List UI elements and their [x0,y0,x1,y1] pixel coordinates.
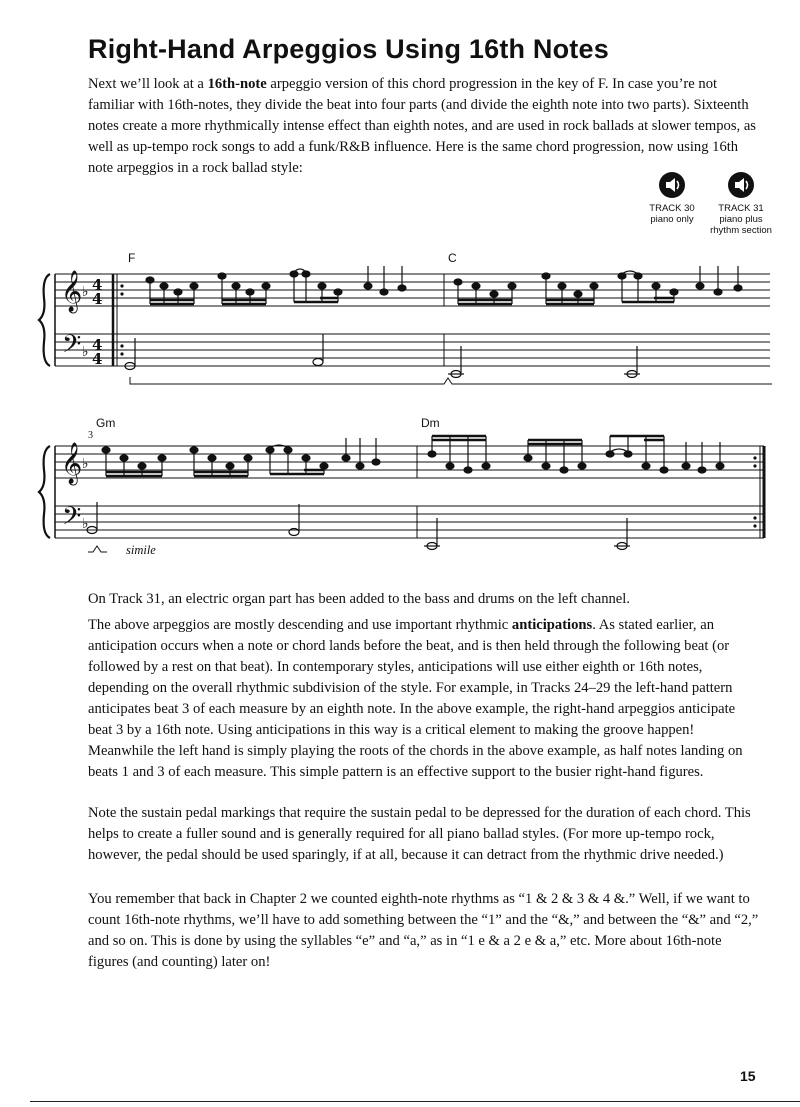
svg-text:♭: ♭ [82,456,89,472]
track-number: TRACK 30 [649,203,695,214]
paragraph-sustain-pedal: Note the sustain pedal markings that require the sustain pedal to be depressed for the duration of each chord. This helps to create a fuller sound and is generally required for all piano ballad styles. (For more up-tempo rock, however, the pedal should be used sparingly, if at all, because it can detract from the rhythmic drive needed.) [88,805,751,863]
paragraph-counting: You remember that back in Chapter 2 we counted eighth-note rhythms as “1 & 2 & 3 & 4 &.” Well, if we want to count 16th-note rhythms, we’ll have to add something between the “1” and the “&,” and between the “&” and “2,” and so on. This is done by using the syllables “e” and “a,” as in “1 e & a 2 e & a,” etc. More about 16th-note figures (and counting) later on! [88,891,759,970]
svg-text:4: 4 [92,350,103,368]
bold-term: 16th-note [207,76,267,92]
track-desc: piano only [650,214,694,225]
track-30-audio[interactable] [637,171,707,225]
svg-text:4: 4 [92,276,103,294]
svg-text:4: 4 [92,290,103,308]
svg-text:𝄢: 𝄢 [62,502,82,537]
svg-text:4: 4 [92,336,103,354]
footer-rule [30,1101,800,1102]
svg-text:♭: ♭ [82,344,89,360]
svg-text:𝄞: 𝄞 [61,443,83,484]
chord-symbol: C [448,251,457,265]
svg-text:𝄢: 𝄢 [62,330,82,365]
track-desc-2: rhythm section [710,225,772,236]
svg-text:♭: ♭ [82,516,89,532]
chord-symbol: Dm [421,416,440,430]
track-number: TRACK 31 [718,203,764,214]
svg-text:♭: ♭ [82,284,89,300]
page-number: 15 [740,1068,756,1084]
track-desc: piano plus [719,214,763,225]
speaker-icon [727,171,755,199]
speaker-icon [658,171,686,199]
paragraph-track-31: On Track 31, an electric organ part has been added to the bass and drums on the left channel. [88,591,630,607]
paragraph-anticipations: The above arpeggios are mostly descending and use important rhythmic anticipations. As stated earlier, an anticipation occurs when a note or chord lands before the beat, and is then held through the following beat (or followed by a rest on that beat). In contemporary styles, anticipations will use either eighth or 16th notes, depending on the overall rhythmic subdivision of the style. For example, in Tracks 24–29 the left-hand pattern anticipates beat 3 of each measure by an eighth note. In the above example, the right-hand arpeggios anticipate beat 3 by a 16th note. Using anticipations in this way is a critical element to making the groove happen! Meanwhile the left hand is simply playing the roots of the chords in the above example, as half notes landing on beats 1 and 3 of each measure. This simple pattern is an effective support to the busier right-hand figures. [88,617,743,780]
score-system-1 [0,262,800,402]
chord-symbol: F [128,251,136,265]
pedal-simile-marking: simile [126,543,156,557]
score-system-2 [0,432,800,562]
bold-term: anticipations [511,617,593,633]
svg-text:𝄞: 𝄞 [61,271,83,312]
track-31-audio[interactable] [706,171,776,236]
chord-symbol: Gm [96,416,116,430]
page-title: Right-Hand Arpeggios Using 16th Notes [88,34,609,64]
intro-paragraph: Next we’ll look at a 16th-note arpeggio version of this chord progression in the key of F. In case you’re not familiar with 16th-notes, they divide the beat into four parts (and divide the eighth note into two parts). Sixteenth notes create a more rhythmically intense effect than eighth notes, and are used in rock ballads at slower tempos, as well as up-tempo rock songs to add a funk/R&B influence. Here is the same chord progression, now using 16th note arpeggios in a rock ballad style: [88,76,756,176]
measure-number: 3 [88,430,93,441]
